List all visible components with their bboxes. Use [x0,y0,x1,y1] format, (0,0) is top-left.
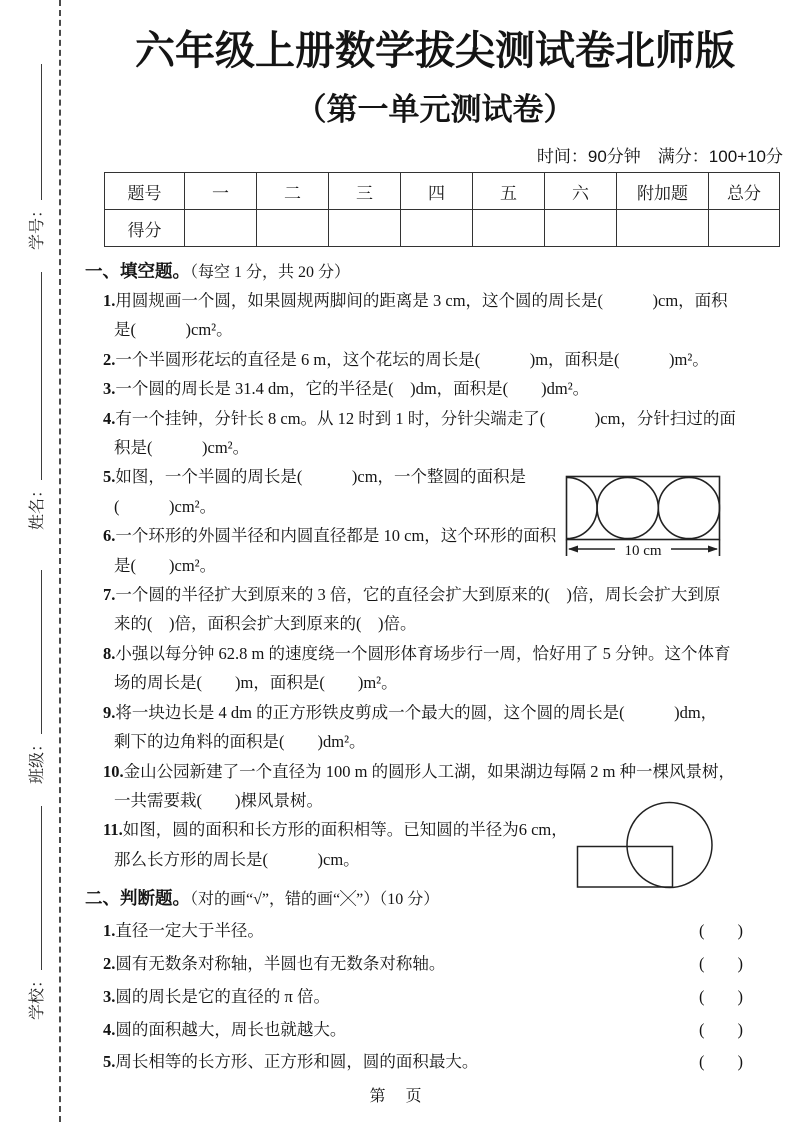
class-blank-line [28,570,42,734]
question-text: 一共需要栽( )棵风景树。 [114,790,323,810]
name-blank-line [28,272,42,480]
question-number: 9. [103,702,116,722]
binding-dashed-line [59,0,61,1122]
score-header-5: 五 [473,173,545,210]
score-header-3: 三 [329,173,401,210]
answer-blank: ( ) [699,986,743,1006]
page-number: 第 页 [369,1088,424,1105]
question-text: 场的周长是( )m，面积是( )m²。 [114,673,398,693]
paper-title: 六年级上册数学拔尖测试卷北师版 [135,29,735,73]
question-number: 1. [103,921,116,941]
score-cell [185,210,257,247]
question-text: 剩下的边角料的面积是( )dm²。 [114,732,366,752]
question-text: 用圆规画一个圆，如果圆规两脚间的距离是 3 cm，这个圆的周长是( )cm，面积 [115,291,728,310]
question-text: 小强以每分钟 62.8 m 的速度绕一个圆形体育场步行一周，恰好用了 5 分钟。这个体育 [115,643,731,663]
fill-blank-question-8 [85,639,785,698]
question-number: 4. [103,408,116,428]
score-header-total: 总分 [709,173,780,210]
judgment-question-1 [103,915,743,948]
question-number: 5. [103,1052,116,1072]
sidebar-field-class [22,570,48,784]
question-text: 周长相等的长方形、正方形和圆，圆的面积最大。 [115,1052,479,1072]
question-text: 圆的周长是它的直径的 π 倍。 [115,986,330,1006]
answer-blank: ( ) [699,953,743,973]
section-1-heading [85,258,785,286]
score-table-header-row [105,173,780,210]
sidebar-field-school [22,806,48,1020]
name-label: 姓名： [28,481,46,530]
fill-blank-question-7 [85,580,785,639]
fill-blank-question-1 [85,286,785,345]
score-header-4: 四 [401,173,473,210]
question-text: 那么长方形的周长是( )cm。 [114,849,360,869]
question-text: 一个环形的外圆半径和内圆直径都是 10 cm，这个环形的面积 [115,526,557,546]
question-text: 圆有无数条对称轴，半圆也有无数条对称轴。 [115,953,446,973]
score-cell [709,210,780,247]
question-text: 圆的面积越大，周长也就越大。 [115,1019,347,1039]
student-id-label: 学号： [28,201,46,250]
question-text: 金山公园新建了一个直径为 100 m 的圆形人工湖，如果湖边每隔 2 m 种一棵风景树， [123,761,736,781]
judgment-question-list [85,915,743,1079]
score-table-score-row [105,210,780,247]
school-label: 学校： [28,971,46,1020]
score-header-1: 一 [185,173,257,210]
judgment-question-4 [103,1014,743,1047]
score-header-question-no: 题号 [105,173,185,210]
question-text: 如图，一个半圆的周长是( )cm，一个整圆的面积是 [115,467,527,487]
question-text: 积是( )cm²。 [114,438,250,458]
question-text: 一个半圆形花坛的直径是 6 m，这个花坛的周长是( )m，面积是( )m²。 [115,349,709,369]
question-number: 3. [103,379,116,399]
judgment-question-5 [103,1046,743,1079]
score-cell [329,210,401,247]
fill-blank-question-4 [85,404,785,463]
question-number: 1. [103,291,116,310]
student-id-blank-line [28,64,42,200]
section-1-title: 一、填空题。 [85,261,190,281]
question-text: 直径一定大于半径。 [115,921,264,941]
time-and-score-info: 时间：90分钟 满分：100+10分 [536,147,783,166]
figure-dimension-label: 10 cm [624,543,662,559]
question-text: 是( )cm²。 [114,320,233,340]
question-text: 将一块边长是 4 dm 的正方形铁皮剪成一个最大的圆，这个圆的周长是( )dm， [115,702,718,722]
score-cell [401,210,473,247]
score-header-2: 二 [257,173,329,210]
judgment-question-3 [103,981,743,1014]
fill-blank-question-3 [85,374,785,403]
school-blank-line [28,806,42,970]
question-number: 2. [103,349,116,369]
sidebar-field-name [22,272,48,530]
score-header-6: 六 [545,173,617,210]
score-table [104,172,780,247]
circles-in-rectangle-figure [565,475,727,561]
question-text: 来的( )倍，面积会扩大到原来的( )倍。 [114,614,417,634]
score-cell [617,210,709,247]
sidebar-field-student-id [22,64,48,250]
question-text: 一个圆的周长是 31.4 dm，它的半径是( )dm，面积是( )dm²。 [115,379,590,399]
question-text: 如图，圆的面积和长方形的面积相等。已知圆的半径为6 cm， [122,820,568,840]
score-cell [257,210,329,247]
question-number: 4. [103,1019,116,1039]
question-number: 7. [103,585,116,605]
question-number: 11. [103,820,123,840]
paper-subtitle: （第一单元测试卷） [295,92,575,127]
score-header-bonus: 附加题 [617,173,709,210]
question-number: 2. [103,953,116,973]
question-number: 3. [103,986,116,1006]
section-2-title: 二、判断题。 [85,888,190,909]
question-number: 8. [103,643,116,663]
fill-blank-question-9 [85,698,785,757]
section-1-note: （每空 1 分，共 20 分） [190,264,351,281]
class-label: 班级： [28,735,46,784]
answer-blank: ( ) [699,921,743,941]
question-number: 5. [103,467,116,487]
answer-blank: ( ) [699,1052,743,1072]
question-text: 有一个挂钟，分针长 8 cm。从 12 时到 1 时，分针尖端走了( )cm，分针扫过的面 [115,408,736,428]
score-row-label: 得分 [105,210,185,247]
section-2-note: （对的画“√”，错的画“╳”）（10 分） [190,891,440,909]
question-text: 是( )cm²。 [114,555,217,575]
score-cell [545,210,617,247]
question-text: ( )cm²。 [114,496,217,516]
fill-blank-question-2 [85,345,785,374]
answer-blank: ( ) [699,1019,743,1039]
score-cell [473,210,545,247]
circle-rectangle-overlap-figure [573,797,721,893]
question-number: 10. [103,761,124,781]
question-text: 一个圆的半径扩大到原来的 3 倍，它的直径会扩大到原来的( )倍，周长会扩大到原 [115,585,721,605]
judgment-question-2 [103,948,743,981]
question-number: 6. [103,526,116,546]
